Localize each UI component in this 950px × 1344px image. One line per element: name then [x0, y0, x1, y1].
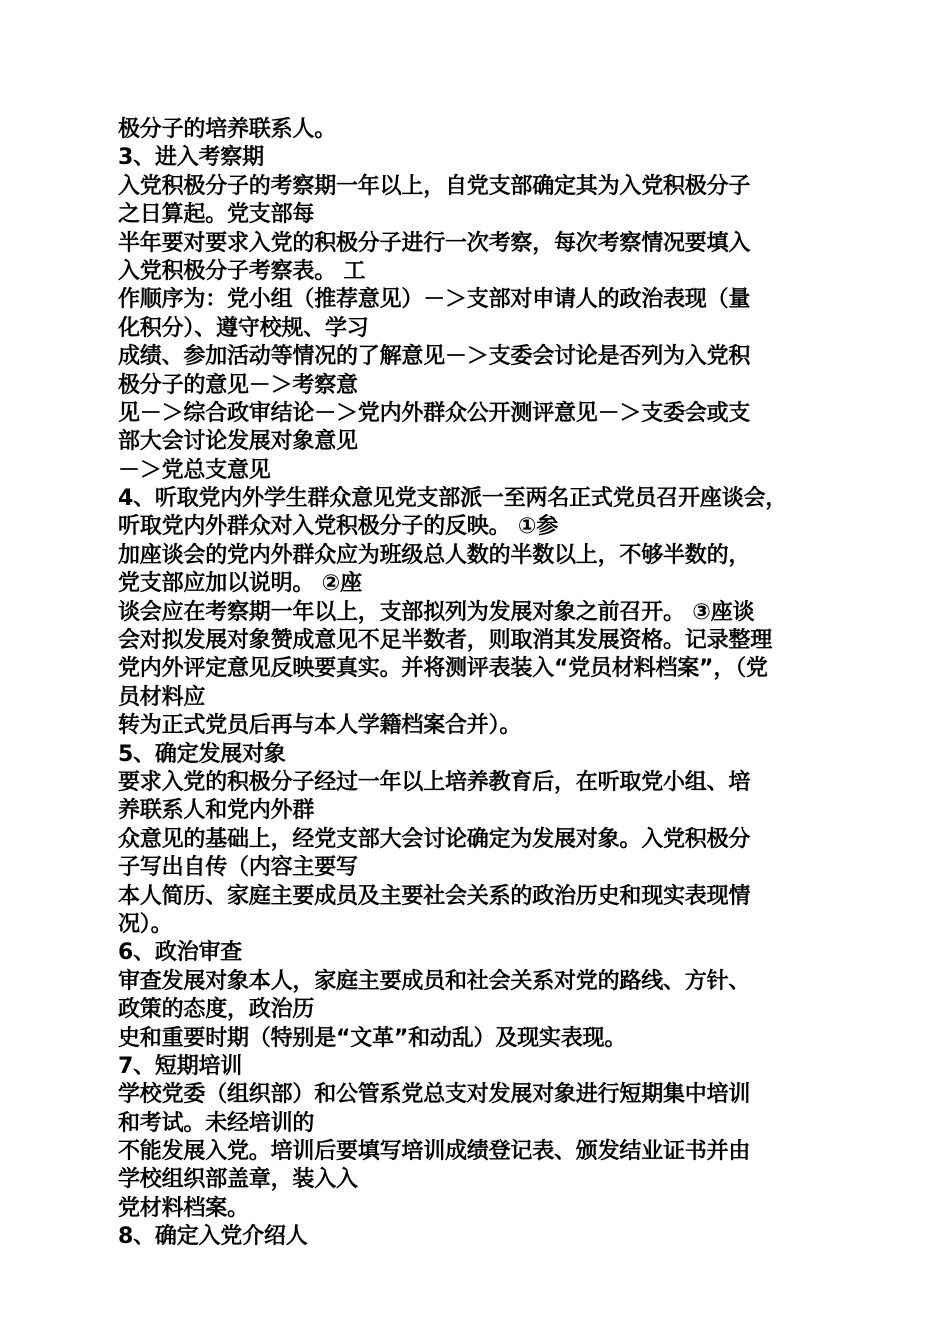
section-heading: 5、确定发展对象 — [118, 741, 286, 767]
text-line: 养联系人和党内外群 — [118, 798, 315, 824]
text-line: 史和重要时期（特别是“文革”和动乱）及现实表现。 — [118, 1025, 627, 1051]
text-line: 员材料应 — [118, 684, 206, 710]
text-line: 政策的态度，政治历 — [118, 997, 315, 1023]
text-line: 党支部应加以说明。 ②座 — [118, 571, 362, 597]
text-line: 转为正式党员后再与本人学籍档案合并）。 — [118, 713, 522, 739]
section-heading: 6、政治审查 — [118, 940, 243, 966]
section-heading: 3、进入考察期 — [118, 145, 264, 171]
text-line: 本人简历、家庭主要成员及主要社会关系的政治历史和现实表现情 — [118, 883, 751, 909]
text-line: 极分子的意见－＞考察意 — [118, 372, 358, 398]
text-line: 会对拟发展对象赞成意见不足半数者，则取消其发展资格。记录整理 — [118, 628, 773, 654]
text-line: 之日算起。党支部每 — [118, 202, 315, 228]
text-line: 众意见的基础上，经党支部大会讨论确定为发展对象。入党积极分 — [118, 826, 751, 852]
text-line: 学校党委（组织部）和公管系党总支对发展对象进行短期集中培训 — [118, 1082, 751, 1108]
document-body — [118, 116, 848, 1252]
text-line: 入党积极分子考察表。 工 — [118, 258, 366, 284]
text-line: 听取党内外群众对入党积极分子的反映。 ①参 — [118, 514, 559, 540]
text-line: 部大会讨论发展对象意见 — [118, 429, 358, 455]
section-heading: 7、短期培训 — [118, 1053, 243, 1079]
text-line: 审查发展对象本人，家庭主要成员和社会关系对党的路线、方针、 — [118, 968, 751, 994]
text-line: 见－＞综合政审结论－＞党内外群众公开测评意见－＞支委会或支 — [118, 400, 751, 426]
text-line: 加座谈会的党内外群众应为班级总人数的半数以上，不够半数的， — [118, 542, 751, 568]
text-line: 子写出自传（内容主要写 — [118, 855, 358, 881]
text-line: 学校组织部盖章，装入入 — [118, 1167, 358, 1193]
text-line: 谈会应在考察期一年以上，支部拟列为发展对象之前召开。 ③座谈 — [118, 599, 755, 625]
text-line: 作顺序为：党小组（推荐意见）－＞支部对申请人的政治表现（量 — [118, 287, 751, 313]
text-line: 和考试。未经培训的 — [118, 1110, 315, 1136]
text-line: －＞党总支意见 — [118, 457, 271, 483]
text-line: 要求入党的积极分子经过一年以上培养教育后，在听取党小组、培 — [118, 769, 751, 795]
section-heading: 8、确定入党介绍人 — [118, 1224, 308, 1250]
text-line: 党内外评定意见反映要真实。并将测评表装入“党员材料档案”，（党 — [118, 656, 768, 682]
text-line: 极分子的培养联系人。 — [118, 117, 337, 142]
text-line: 化积分）、遵守校规、学习 — [118, 315, 369, 341]
text-line: 党材料档案。 — [118, 1195, 249, 1221]
section-heading: 4、听取党内外学生群众意见党支部派一至两名正式党员召开座谈会， — [118, 486, 788, 512]
text-line: 半年要对要求入党的积极分子进行一次考察，每次考察情况要填入 — [118, 230, 751, 256]
text-line: 况）。 — [118, 911, 173, 937]
text-line: 不能发展入党。培训后要填写培训成绩登记表、颁发结业证书并由 — [118, 1139, 751, 1165]
text-line: 入党积极分子的考察期一年以上，自党支部确定其为入党积极分子 — [118, 173, 751, 199]
text-line: 成绩、参加活动等情况的了解意见－＞支委会讨论是否列为入党积 — [118, 344, 751, 370]
